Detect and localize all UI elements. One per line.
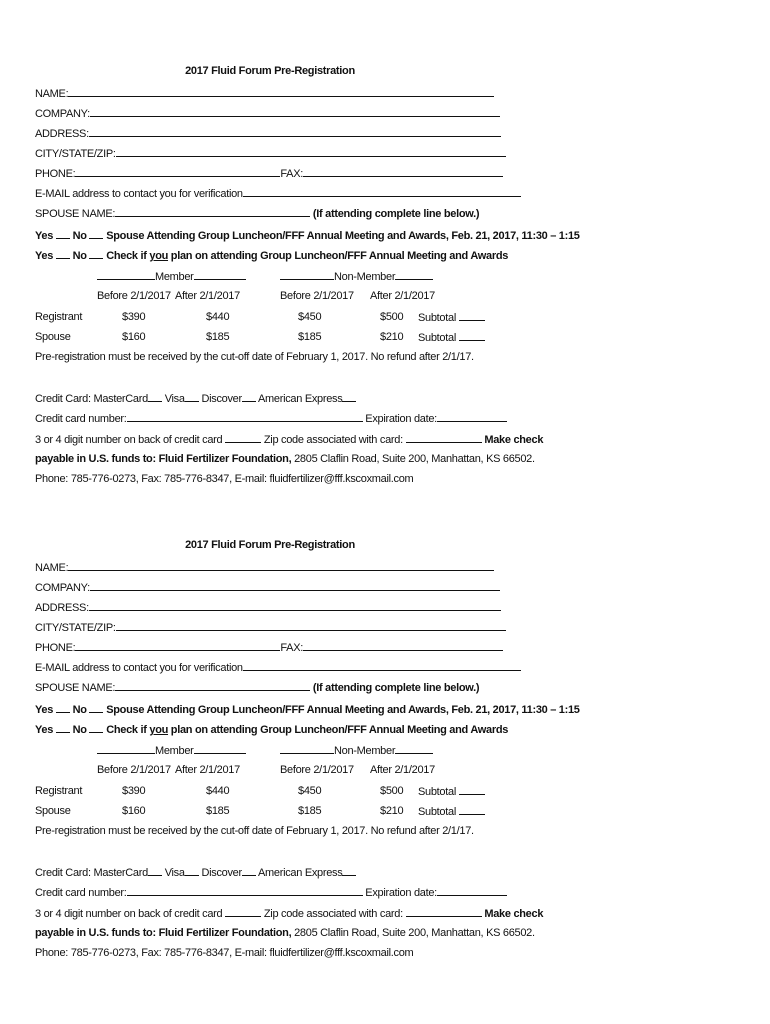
spouse-member-before: $160: [122, 331, 146, 343]
nonmember-rule-left: [280, 743, 334, 754]
subtotal-input[interactable]: [459, 330, 485, 341]
phone-input[interactable]: [75, 166, 280, 177]
nonmember-before-header: Before 2/1/2017: [280, 290, 354, 302]
no-checkbox[interactable]: [89, 702, 103, 713]
member-label: Member: [155, 271, 194, 283]
cvv-label: 3 or 4 digit number on back of credit card: [35, 434, 223, 446]
expiration-input[interactable]: [437, 885, 507, 896]
company-label: COMPANY:: [35, 108, 90, 120]
company-input[interactable]: [90, 106, 500, 117]
spouse-input[interactable]: [115, 206, 310, 217]
mastercard-label: Credit Card: MasterCard: [35, 393, 148, 405]
yes-label: Yes: [35, 704, 54, 716]
zip-label: Zip code associated with card:: [263, 434, 403, 446]
amex-label: American Express: [258, 867, 343, 879]
member-rule-left: [97, 743, 155, 754]
name-input[interactable]: [68, 560, 494, 571]
plan-text-pre: Check if: [106, 250, 150, 262]
member-after-header: After 2/1/2017: [175, 764, 240, 776]
registrant-member-after: $440: [206, 785, 230, 797]
name-input[interactable]: [68, 86, 494, 97]
member-before-header: Before 2/1/2017: [97, 290, 171, 302]
cvv-label: 3 or 4 digit number on back of credit card: [35, 908, 223, 920]
member-rule-right: [194, 269, 246, 280]
contact-row: Phone: 785-776-0273, Fax: 785-776-8347, E-mail: fluidfertilizer@fff.kscoxmail.com: [35, 473, 414, 485]
cutoff-note: Pre-registration must be received by the cut-off date of February 1, 2017. No refund after 2/1/17.: [35, 351, 474, 363]
phone-label: PHONE:: [35, 642, 76, 654]
subtotal-input[interactable]: [459, 804, 485, 815]
member-header: [97, 269, 246, 284]
card-type-row: [35, 391, 356, 406]
spouse-member-after: $185: [206, 805, 230, 817]
cvv-row: [35, 906, 543, 921]
email-input[interactable]: [243, 660, 521, 671]
address-input[interactable]: [89, 600, 501, 611]
plan-text-you: you: [149, 250, 169, 262]
plan-text-pre: Check if: [106, 724, 150, 736]
plan-text-post: plan on attending Group Luncheon/FFF Annual Meeting and Awards: [168, 724, 509, 736]
city-input[interactable]: [116, 146, 506, 157]
plan-luncheon-row: [35, 248, 508, 263]
member-label: Member: [155, 745, 194, 757]
spouse-nonmember-before: $185: [298, 331, 322, 343]
visa-label: Visa: [164, 867, 185, 879]
subtotal-label: Subtotal: [418, 806, 456, 818]
spouse-member-after: $185: [206, 331, 230, 343]
nonmember-after-header: After 2/1/2017: [370, 764, 435, 776]
nonmember-label: Non-Member: [334, 745, 396, 757]
spouse-note: (If attending complete line below.): [312, 208, 480, 220]
form-title: 2017 Fluid Forum Pre-Registration: [185, 65, 355, 77]
spouse-member-before: $160: [122, 805, 146, 817]
email-input[interactable]: [243, 186, 521, 197]
visa-checkbox[interactable]: [185, 865, 199, 876]
spouse-row: [35, 680, 479, 695]
registrant-member-before: $390: [122, 311, 146, 323]
address-row: [35, 600, 501, 615]
nonmember-rule-right: [395, 269, 433, 280]
card-number-label: Credit card number:: [35, 887, 127, 899]
member-rule-right: [194, 743, 246, 754]
card-number-input[interactable]: [127, 885, 363, 896]
address-label: ADDRESS:: [35, 128, 89, 140]
spouse-nonmember-after: $210: [380, 331, 404, 343]
card-type-row: [35, 865, 356, 880]
no-checkbox[interactable]: [89, 248, 103, 259]
member-rule-left: [97, 269, 155, 280]
amex-checkbox[interactable]: [342, 391, 356, 402]
company-input[interactable]: [90, 580, 500, 591]
spouse-label: SPOUSE NAME:: [35, 682, 116, 694]
subtotal-input[interactable]: [459, 310, 485, 321]
make-check-text: Make check: [484, 908, 544, 920]
spouse-label: Spouse: [35, 805, 71, 817]
name-label: NAME:: [35, 562, 69, 574]
no-label: No: [72, 230, 87, 242]
fax-label: FAX:: [280, 642, 304, 654]
nonmember-after-header: After 2/1/2017: [370, 290, 435, 302]
visa-label: Visa: [164, 393, 185, 405]
no-label: No: [72, 724, 87, 736]
company-label: COMPANY:: [35, 582, 90, 594]
yes-checkbox[interactable]: [56, 228, 70, 239]
registrant-nonmember-after: $500: [380, 785, 404, 797]
member-before-header: Before 2/1/2017: [97, 764, 171, 776]
address-label: ADDRESS:: [35, 602, 89, 614]
card-number-row: [35, 885, 507, 900]
no-label: No: [72, 704, 87, 716]
spouse-subtotal: [418, 330, 485, 345]
yes-checkbox[interactable]: [56, 702, 70, 713]
no-checkbox[interactable]: [89, 228, 103, 239]
nonmember-before-header: Before 2/1/2017: [280, 764, 354, 776]
subtotal-input[interactable]: [459, 784, 485, 795]
name-label: NAME:: [35, 88, 69, 100]
spouse-nonmember-after: $210: [380, 805, 404, 817]
contact-row: Phone: 785-776-0273, Fax: 785-776-8347, E-mail: fluidfertilizer@fff.kscoxmail.com: [35, 947, 414, 959]
registrant-nonmember-before: $450: [298, 311, 322, 323]
discover-label: Discover: [201, 393, 242, 405]
discover-checkbox[interactable]: [242, 391, 256, 402]
nonmember-label: Non-Member: [334, 271, 396, 283]
no-label: No: [72, 250, 87, 262]
subtotal-label: Subtotal: [418, 786, 456, 798]
foundation-address: 2805 Claflin Road, Suite 200, Manhattan, KS 66502.: [291, 453, 535, 465]
no-checkbox[interactable]: [89, 722, 103, 733]
mastercard-checkbox[interactable]: [148, 865, 162, 876]
spouse-input[interactable]: [115, 680, 310, 691]
spouse-note: (If attending complete line below.): [312, 682, 480, 694]
spouse-subtotal: [418, 804, 485, 819]
registrant-label: Registrant: [35, 311, 83, 323]
payable-row: [35, 452, 535, 466]
registrant-subtotal: [418, 784, 485, 799]
cvv-input[interactable]: [225, 906, 261, 917]
card-number-label: Credit card number:: [35, 413, 127, 425]
cvv-input[interactable]: [225, 432, 261, 443]
spouse-luncheon-text: Spouse Attending Group Luncheon/FFF Annual Meeting and Awards, Feb. 21, 2017, 11:30 – 1:15: [106, 704, 580, 716]
city-input[interactable]: [116, 620, 506, 631]
cvv-row: [35, 432, 543, 447]
company-row: [35, 580, 500, 595]
form-title: 2017 Fluid Forum Pre-Registration: [185, 539, 355, 551]
card-number-input[interactable]: [127, 411, 363, 422]
zip-input[interactable]: [406, 432, 482, 443]
nonmember-header: [280, 743, 433, 758]
email-label: E-MAIL address to contact you for verification: [35, 188, 243, 200]
spouse-row: [35, 206, 479, 221]
spouse-luncheon-row: [35, 228, 580, 243]
name-row: [35, 560, 494, 575]
yes-checkbox[interactable]: [56, 248, 70, 259]
discover-checkbox[interactable]: [242, 865, 256, 876]
phone-label: PHONE:: [35, 168, 76, 180]
foundation-address: 2805 Claflin Road, Suite 200, Manhattan, KS 66502.: [291, 927, 535, 939]
yes-label: Yes: [35, 230, 54, 242]
yes-label: Yes: [35, 724, 54, 736]
zip-input[interactable]: [406, 906, 482, 917]
subtotal-label: Subtotal: [418, 332, 456, 344]
nonmember-header: [280, 269, 433, 284]
discover-label: Discover: [201, 867, 242, 879]
member-header: [97, 743, 246, 758]
spouse-label: SPOUSE NAME:: [35, 208, 116, 220]
subtotal-label: Subtotal: [418, 312, 456, 324]
registrant-subtotal: [418, 310, 485, 325]
visa-checkbox[interactable]: [185, 391, 199, 402]
address-row: [35, 126, 501, 141]
fax-label: FAX:: [280, 168, 304, 180]
card-number-row: [35, 411, 507, 426]
mastercard-label: Credit Card: MasterCard: [35, 867, 148, 879]
registrant-member-before: $390: [122, 785, 146, 797]
expiration-input[interactable]: [437, 411, 507, 422]
fax-input[interactable]: [303, 640, 503, 651]
registrant-member-after: $440: [206, 311, 230, 323]
phone-fax-row: [35, 640, 503, 655]
plan-text-post: plan on attending Group Luncheon/FFF Annual Meeting and Awards: [168, 250, 509, 262]
payable-row: [35, 926, 535, 940]
registrant-nonmember-after: $500: [380, 311, 404, 323]
phone-fax-row: [35, 166, 503, 181]
plan-text-you: you: [149, 724, 169, 736]
city-label: CITY/STATE/ZIP:: [35, 622, 116, 634]
mastercard-checkbox[interactable]: [148, 391, 162, 402]
city-row: [35, 146, 506, 161]
spouse-luncheon-row: [35, 702, 580, 717]
city-label: CITY/STATE/ZIP:: [35, 148, 116, 160]
registrant-nonmember-before: $450: [298, 785, 322, 797]
spouse-label: Spouse: [35, 331, 71, 343]
zip-label: Zip code associated with card:: [263, 908, 403, 920]
spouse-luncheon-text: Spouse Attending Group Luncheon/FFF Annual Meeting and Awards, Feb. 21, 2017, 11:30 – 1:15: [106, 230, 580, 242]
fax-input[interactable]: [303, 166, 503, 177]
phone-input[interactable]: [75, 640, 280, 651]
address-input[interactable]: [89, 126, 501, 137]
make-check-text: Make check: [484, 434, 544, 446]
payable-text: payable in U.S. funds to: Fluid Fertilizer Foundation,: [35, 927, 292, 939]
amex-checkbox[interactable]: [342, 865, 356, 876]
company-row: [35, 106, 500, 121]
registrant-label: Registrant: [35, 785, 83, 797]
nonmember-rule-left: [280, 269, 334, 280]
payable-text: payable in U.S. funds to: Fluid Fertilizer Foundation,: [35, 453, 292, 465]
expiration-label: Expiration date:: [365, 413, 437, 425]
expiration-label: Expiration date:: [365, 887, 437, 899]
email-row: [35, 660, 521, 675]
member-after-header: After 2/1/2017: [175, 290, 240, 302]
email-label: E-MAIL address to contact you for verification: [35, 662, 243, 674]
nonmember-rule-right: [395, 743, 433, 754]
cutoff-note: Pre-registration must be received by the cut-off date of February 1, 2017. No refund after 2/1/17.: [35, 825, 474, 837]
spouse-nonmember-before: $185: [298, 805, 322, 817]
email-row: [35, 186, 521, 201]
plan-luncheon-row: [35, 722, 508, 737]
city-row: [35, 620, 506, 635]
amex-label: American Express: [258, 393, 343, 405]
name-row: [35, 86, 494, 101]
yes-label: Yes: [35, 250, 54, 262]
yes-checkbox[interactable]: [56, 722, 70, 733]
